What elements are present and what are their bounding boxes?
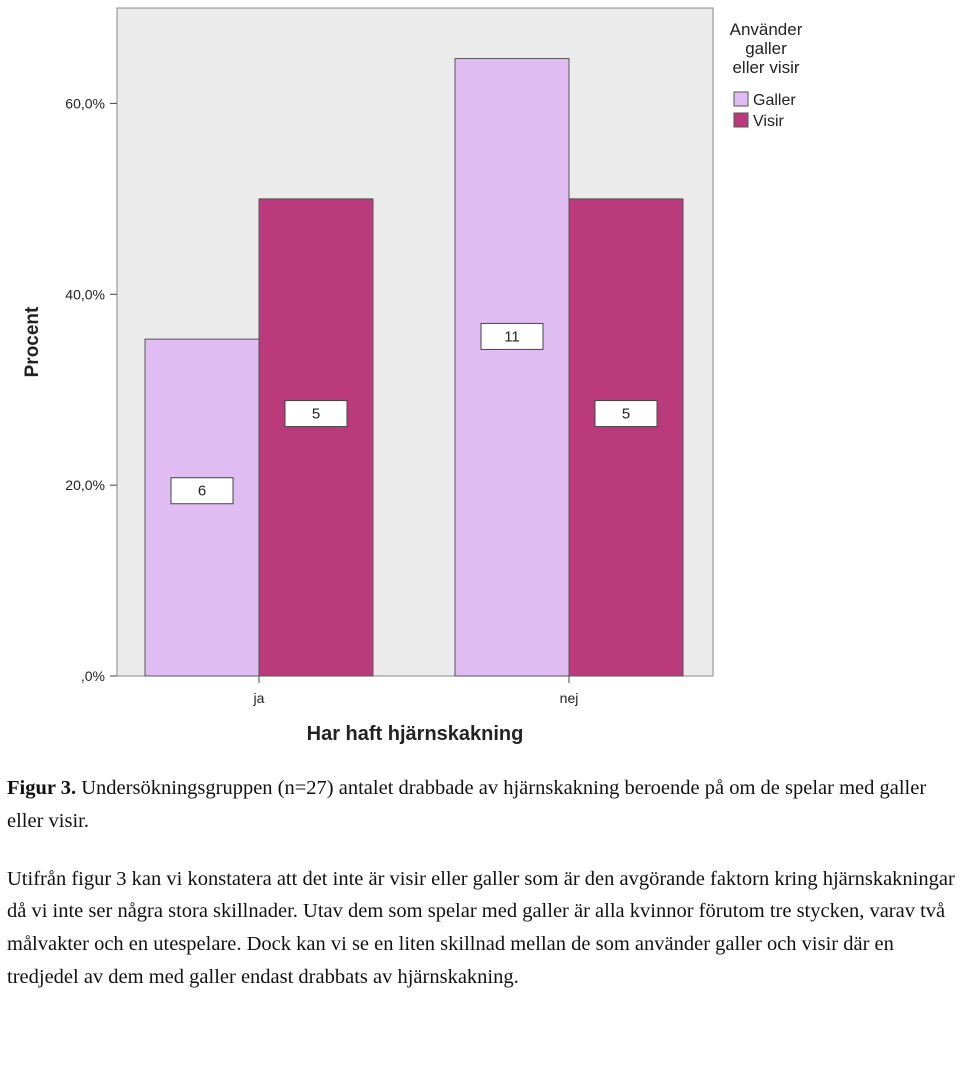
y-tick-label: 20,0% <box>65 477 105 494</box>
x-tick-label-ja: ja <box>253 690 265 706</box>
bar-visir-nej <box>569 199 683 676</box>
x-tick-label-nej: nej <box>559 690 579 706</box>
legend-title-line: galler <box>745 39 787 58</box>
caption-text: Undersökningsgruppen (n=27) antalet drabbade av hjärnskakning beroende på om de spelar med galler eller visir. <box>7 777 927 832</box>
bar-galler-nej <box>455 59 569 676</box>
body-paragraph: Utifrån figur 3 kan vi konstatera att det inte är visir eller galler som är den avgörande faktorn kring hjärnskakningar då vi inte ser några stora skillnader. Utav dem som spelar med galler är alla kvinnor förutom tre stycken, varav två målvakter och en utespelare. Dock kan vi se en liten skillnad mellan de som använder galler och visir där en tredjedel av dem med galler endast drabbats av hjärnskakning. <box>7 867 955 988</box>
figure-caption <box>7 772 957 838</box>
data-label-visir-nej: 5 <box>621 405 631 423</box>
x-axis <box>253 676 579 706</box>
data-label-galler-nej: 11 <box>504 328 520 346</box>
bar-galler-ja <box>145 339 259 676</box>
legend-title-line: eller visir <box>732 58 800 77</box>
y-tick-label: 40,0% <box>65 286 105 303</box>
data-label-visir-ja: 5 <box>311 405 321 423</box>
y-axis-label: Procent <box>22 306 43 378</box>
caption-label: Figur 3. <box>7 777 77 799</box>
y-axis <box>65 95 117 684</box>
text-block <box>7 772 957 994</box>
y-tick-label: ,0% <box>80 668 105 684</box>
data-label-galler-ja: 6 <box>197 482 207 500</box>
legend-swatch-galler <box>734 92 748 106</box>
legend-swatch-visir <box>734 113 748 127</box>
legend <box>730 20 803 130</box>
bar-visir-ja <box>259 199 373 676</box>
x-axis-label: Har haft hjärnskakning <box>306 723 524 745</box>
legend-label-galler: Galler <box>753 92 796 109</box>
legend-title-line: Använder <box>729 20 803 39</box>
y-tick-label: 60,0% <box>65 95 105 112</box>
legend-label-visir: Visir <box>753 113 784 130</box>
